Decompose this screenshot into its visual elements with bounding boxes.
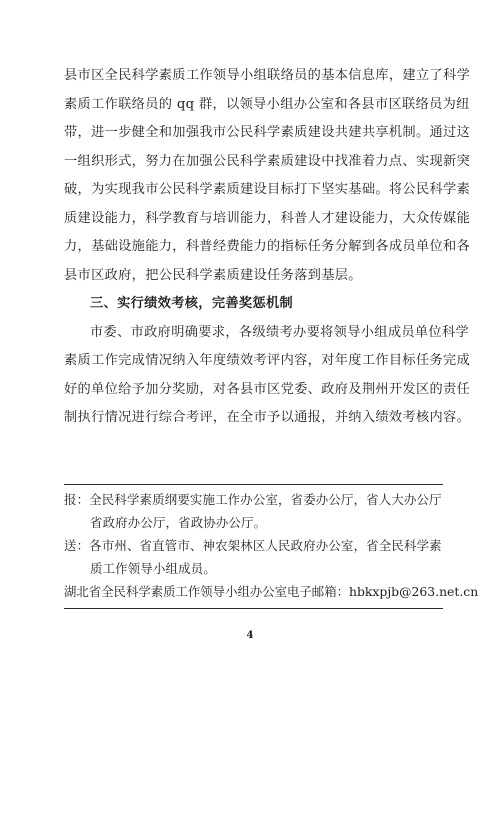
issuing-office: 湖北省全民科学素质工作领导小组办公室: [64, 584, 288, 599]
report-to-line: 报：全民科学素质纲要实施工作办公室，省委办公厅，省人大办公厅: [64, 492, 442, 507]
issuer-line: [64, 580, 479, 603]
distribution-footer: [64, 488, 479, 603]
body-text: [64, 62, 471, 433]
contact-email: 电子邮箱：hbkxpjb@263.net.cn: [287, 584, 479, 599]
paragraph-line: 素质工作完成情况纳入年度绩效考评内容，对年度工作目标任务完成: [64, 353, 471, 368]
paragraph-line: 破，为实现我市公民科学素质建设目标打下坚实基础。将公民科学素: [64, 182, 471, 197]
send-to-line-continued: 质工作领导小组成员。: [90, 561, 216, 576]
paragraph-line: 制执行情况进行综合考评，在全市予以通报，并纳入绩效考核内容。: [64, 410, 471, 425]
paragraph-line: 质建设能力，科学教育与培训能力，科普人才建设能力，大众传媒能: [64, 210, 471, 226]
paragraph-line: 带，进一步健全和加强我市公民科学素质建设共建共享机制。通过这: [64, 125, 471, 140]
paragraph-line: 好的单位给予加分奖励，对各县市区党委、政府及荆州开发区的责任: [64, 381, 471, 397]
report-to-line-continued: 省政府办公厅，省政协办公厅。: [90, 515, 267, 530]
paragraph-line: 县市区政府，把公民科学素质建设任务落到基层。: [64, 267, 362, 283]
paragraph-line: 力，基础设施能力，科普经费能力的指标任务分解到各成员单位和各: [64, 239, 471, 254]
paragraph-line: 市委、市政府明确要求，各级绩考办要将领导小组成员单位科学: [90, 324, 470, 340]
section-heading: 三、实行绩效考核，完善奖惩机制: [90, 296, 294, 311]
paragraph-line: 一组织形式，努力在加强公民科学素质建设中找准着力点、实现新突: [64, 153, 471, 169]
page-number: 4: [246, 630, 254, 641]
paragraph-line: 县市区全民科学素质工作领导小组联络员的基本信息库，建立了科学: [64, 68, 471, 83]
footer-top-divider: [64, 484, 443, 485]
footer-bottom-divider: [64, 608, 443, 609]
paragraph-line: 素质工作联络员的 qq 群，以领导小组办公室和各县市区联络员为纽: [64, 96, 470, 112]
send-to-line: 送：各市州、省直管市、神农架林区人民政府办公室，省全民科学素: [64, 538, 442, 553]
